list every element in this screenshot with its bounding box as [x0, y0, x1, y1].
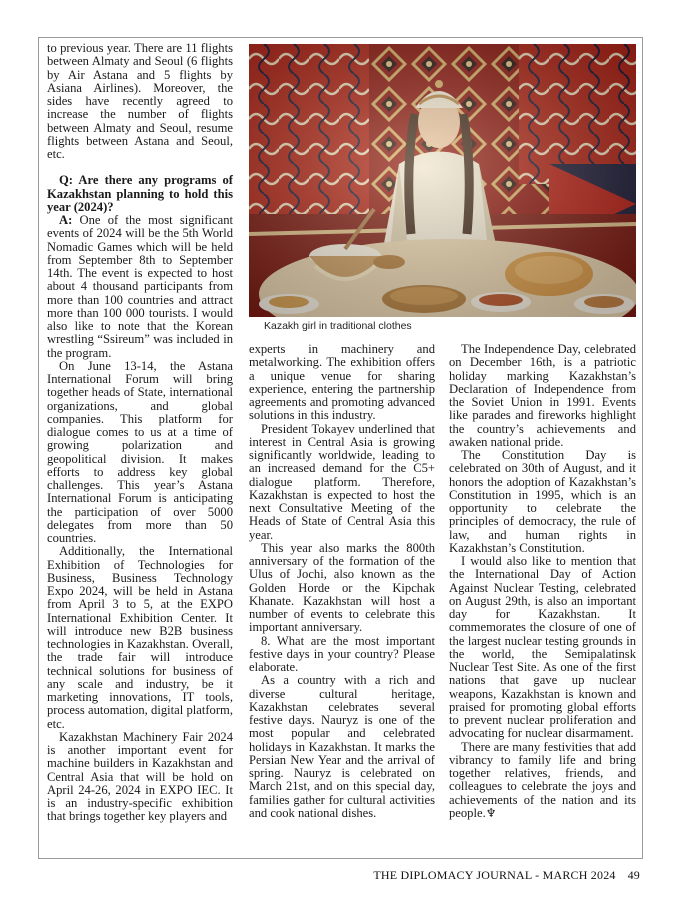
paragraph: This year also marks the 800th anniversary of the formation of the Ulus of Jochi, also known as the Golden Horde or the Kipchak Khanate. Kazakhstan will host a number of events to celebrate this important anniversary. — [249, 540, 435, 635]
paragraph: On June 13-14, the Astana International Forum will bring together heads of State, international organizations, and global companies. This platform for dialogue comes to us at a time of growing polarization and geopolitical division. It makes efforts to address key global challenges. This year’s Astana International Forum is anticipating the participation of over 5000 delegates from more than 50 countries. — [47, 358, 233, 545]
end-mark-icon: ♆ — [485, 805, 497, 820]
article-column-2 — [249, 343, 435, 820]
paragraph — [449, 741, 636, 821]
paragraph: President Tokayev underlined that interest in Central Asia is growing significantly worldwide, leading to an increased demand for the C5+ dialogue platform. Therefore, Kazakhstan is expected to host the next Consultative Meeting of the Heads of State of Central Asia this year. — [249, 421, 435, 542]
answer-text: One of the most significant events of 2024 will be the 5th World Nomadic Games which will be held from September 8th to September 14th. The event is expected to host about 4 thousand participants from more than 100 countries and attract more than 100 000 tourists. I would also like to note that the Korean wrestling “Ssireum” was included in the program. — [47, 213, 233, 360]
paragraph: experts in machinery and metalworking. The exhibition offers a unique venue for sharing experience, entering the partnership agreements and promoting advanced solutions in this industry. — [249, 342, 435, 423]
interview-question: 8. What are the most important festive days in your country? Please elaborate. — [249, 633, 435, 674]
paragraph: Kazakhstan Machinery Fair 2024 is another important event for machine builders in Kazakhstan and Central Asia that will be hold on April 24-26, 2024 in EXPO IEC. It is an industry-specific exhibition that brings together key players and — [47, 729, 233, 824]
interview-question: Q: Are there any programs of Kazakhstan planning to hold this year (2024)? — [47, 173, 233, 214]
journal-title: THE DIPLOMACY JOURNAL - MARCH 2024 — [373, 868, 616, 882]
paragraph — [47, 214, 233, 360]
paragraph: The Constitution Day is celebrated on 30th of August, and it honors the adoption of Kazakhstan’s Constitution in 1995, which is an opportunity to celebrate the principles of democracy, the rule of law, and human rights in Kazakhstan’s Constitution. — [449, 448, 636, 555]
page-footer — [373, 868, 640, 883]
article-column-3 — [449, 343, 636, 820]
kazakh-girl-photo — [249, 44, 636, 317]
paragraph: I would also like to mention that the International Day of Action Against Nuclear Testing, celebrated on August 29th, is also an important day for Kazakhstan. It commemorates the closure of one of the largest nuclear testing grounds in the world, the Semipalatinsk Nuclear Test Site. As one of the first nations that gave up nuclear weapons, Kazakhstan is known and praised for promoting global efforts to prevent nuclear proliferation and advocating for nuclear disarmament. — [449, 554, 636, 741]
photo-caption: Kazakh girl in traditional clothes — [264, 320, 412, 332]
paragraph: to previous year. There are 11 flights between Almaty and Seoul (6 flights by Air Astana and 5 flights by Asiana Airlines). Moreover, the sides have recently agreed to increase the number of flights between Almaty and Seoul, resume flights between Astana and Seoul, etc. — [47, 41, 233, 161]
paragraph: As a country with a rich and diverse cultural heritage, Kazakhstan celebrates several festive days. Nauryz is one of the most popular and celebrated holidays in Kazakhstan. It marks the Persian New Year and the arrival of spring. Nauryz is celebrated on March 21st, and on this special day, families gather for cultural activities and cook national dishes. — [249, 673, 435, 820]
paragraph: Additionally, the International Exhibition of Technologies for Business, Business Technology Expo 2024, will be held in Astana from April 3 to 5, at the EXPO International Exhibition Center. It will introduce new B2B business technologies in Kazakhstan. Overall, the trade fair will introduce technical solutions for business of any scale and industry, be it marketing innovations, IT tools, process automation, digital platform, etc. — [47, 544, 233, 731]
paragraph: The Independence Day, celebrated on December 16th, is a patriotic holiday marking Kazakhstan’s Declaration of Independence from the Soviet Union in 1991. Events like parades and fireworks highlight the country’s achievements and awaken national pride. — [449, 342, 636, 449]
page-number: 49 — [627, 868, 640, 882]
answer-label: A: — [59, 213, 73, 227]
paragraph-text: There are many festivities that add vibrancy to family life and bring together relatives, friends, and colleagues to celebrate the joys and achievements of the nation and its people. — [449, 739, 636, 820]
article-column-1 — [47, 42, 233, 824]
